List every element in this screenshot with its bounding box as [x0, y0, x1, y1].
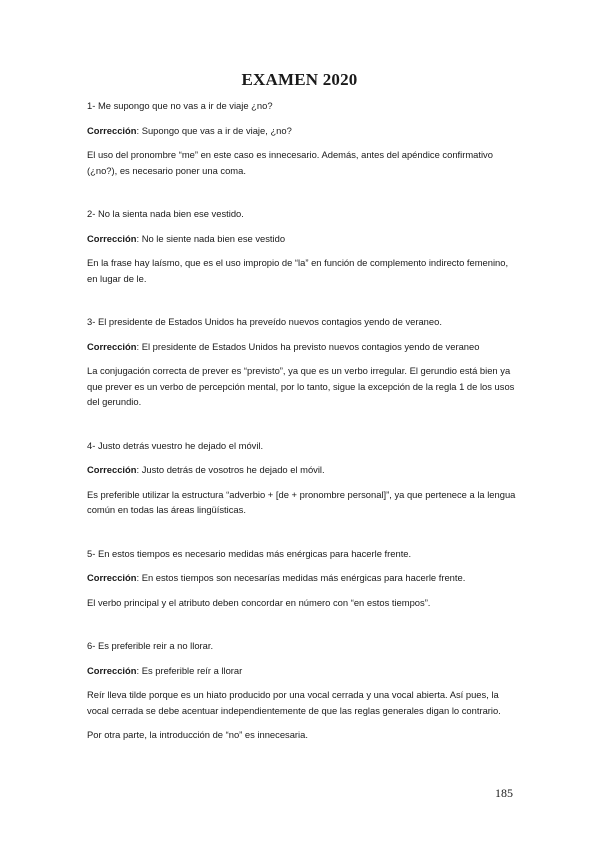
exercise-correction [87, 231, 517, 247]
correction-text: : En estos tiempos son necesarías medidas más enérgicas para hacerle frente. [136, 572, 466, 583]
correction-text: : Supongo que vas a ir de viaje, ¿no? [136, 124, 292, 136]
exercise-correction [87, 570, 517, 586]
exercise-explanation: La conjugación correcta de prever es “previsto”, ya que es un verbo irregular. El gerundio está bien ya que prever es un verbo de percepción mental, por lo tanto, sigue la excepción de la regla 1 de los usos del gerundio. [87, 365, 515, 407]
exercise-question: 3- El presidente de Estados Unidos ha preveído nuevos contagios yendo de veraneo. [87, 316, 442, 327]
exercise-question: 5- En estos tiempos es necesario medidas más enérgicas para hacerle frente. [87, 547, 412, 559]
correction-label: Corrección [87, 232, 137, 244]
exam-content [87, 98, 517, 743]
exercise-explanation: El verbo principal y el atributo deben concordar en número con “en estos tiempos”. [87, 596, 431, 608]
exercise-question: 4- Justo detrás vuestro he dejado el móvil. [87, 439, 264, 451]
exercise-explanation: Es preferible utilizar la estructura “adverbio + [de + pronombre personal]”, ya que pertenece a la lengua común en todas las áreas lingüísticas. [87, 488, 516, 515]
exercise-explanation: El uso del pronombre “me” en este caso es innecesario. Además, antes del apéndice confirmativo (¿no?), es necesario poner una coma. [87, 149, 493, 176]
correction-text: : Justo detrás de vosotros he dejado el móvil. [136, 464, 325, 475]
page-title: EXAMEN 2020 [241, 70, 358, 89]
correction-label: Corrección [87, 464, 137, 475]
correction-label: Corrección [87, 572, 137, 583]
exercise-2 [87, 206, 517, 286]
correction-label: Corrección [87, 124, 137, 136]
exercise-correction [87, 123, 517, 139]
correction-label: Corrección [87, 340, 137, 352]
exercise-1 [87, 98, 517, 178]
correction-text: : Es preferible reír a llorar [136, 664, 243, 676]
page-number: 185 [495, 786, 513, 800]
correction-text: : No le siente nada bien ese vestido [136, 232, 286, 244]
exercise-correction [87, 462, 517, 478]
exercise-5 [87, 546, 517, 611]
exercise-explanation: En la frase hay laísmo, que es el uso impropio de “la” en función de complemento indirecto femenino, en lugar de le. [87, 257, 509, 284]
exercise-correction [87, 663, 517, 679]
exercise-4 [87, 438, 517, 518]
exercise-explanation: Reír lleva tilde porque es un hiato producido por una vocal cerrada y una vocal abierta. Así pues, la vocal cerrada se debe acentuar independientemente de que las reglas generales digan lo contrario. [87, 689, 501, 716]
correction-label: Corrección [87, 664, 137, 676]
exercise-explanation: Por otra parte, la introducción de “no” es innecesaria. [87, 729, 308, 740]
exercise-question: 2- No la sienta nada bien ese vestido. [87, 208, 244, 219]
exercise-3 [87, 314, 517, 410]
exercise-correction [87, 339, 517, 355]
exercise-question: 6- Es preferible reir a no llorar. [87, 640, 214, 651]
exercise-6 [87, 638, 517, 743]
exercise-question: 1- Me supongo que no vas a ir de viaje ¿no? [87, 100, 273, 111]
correction-text: : El presidente de Estados Unidos ha previsto nuevos contagios yendo de veraneo [136, 340, 480, 352]
